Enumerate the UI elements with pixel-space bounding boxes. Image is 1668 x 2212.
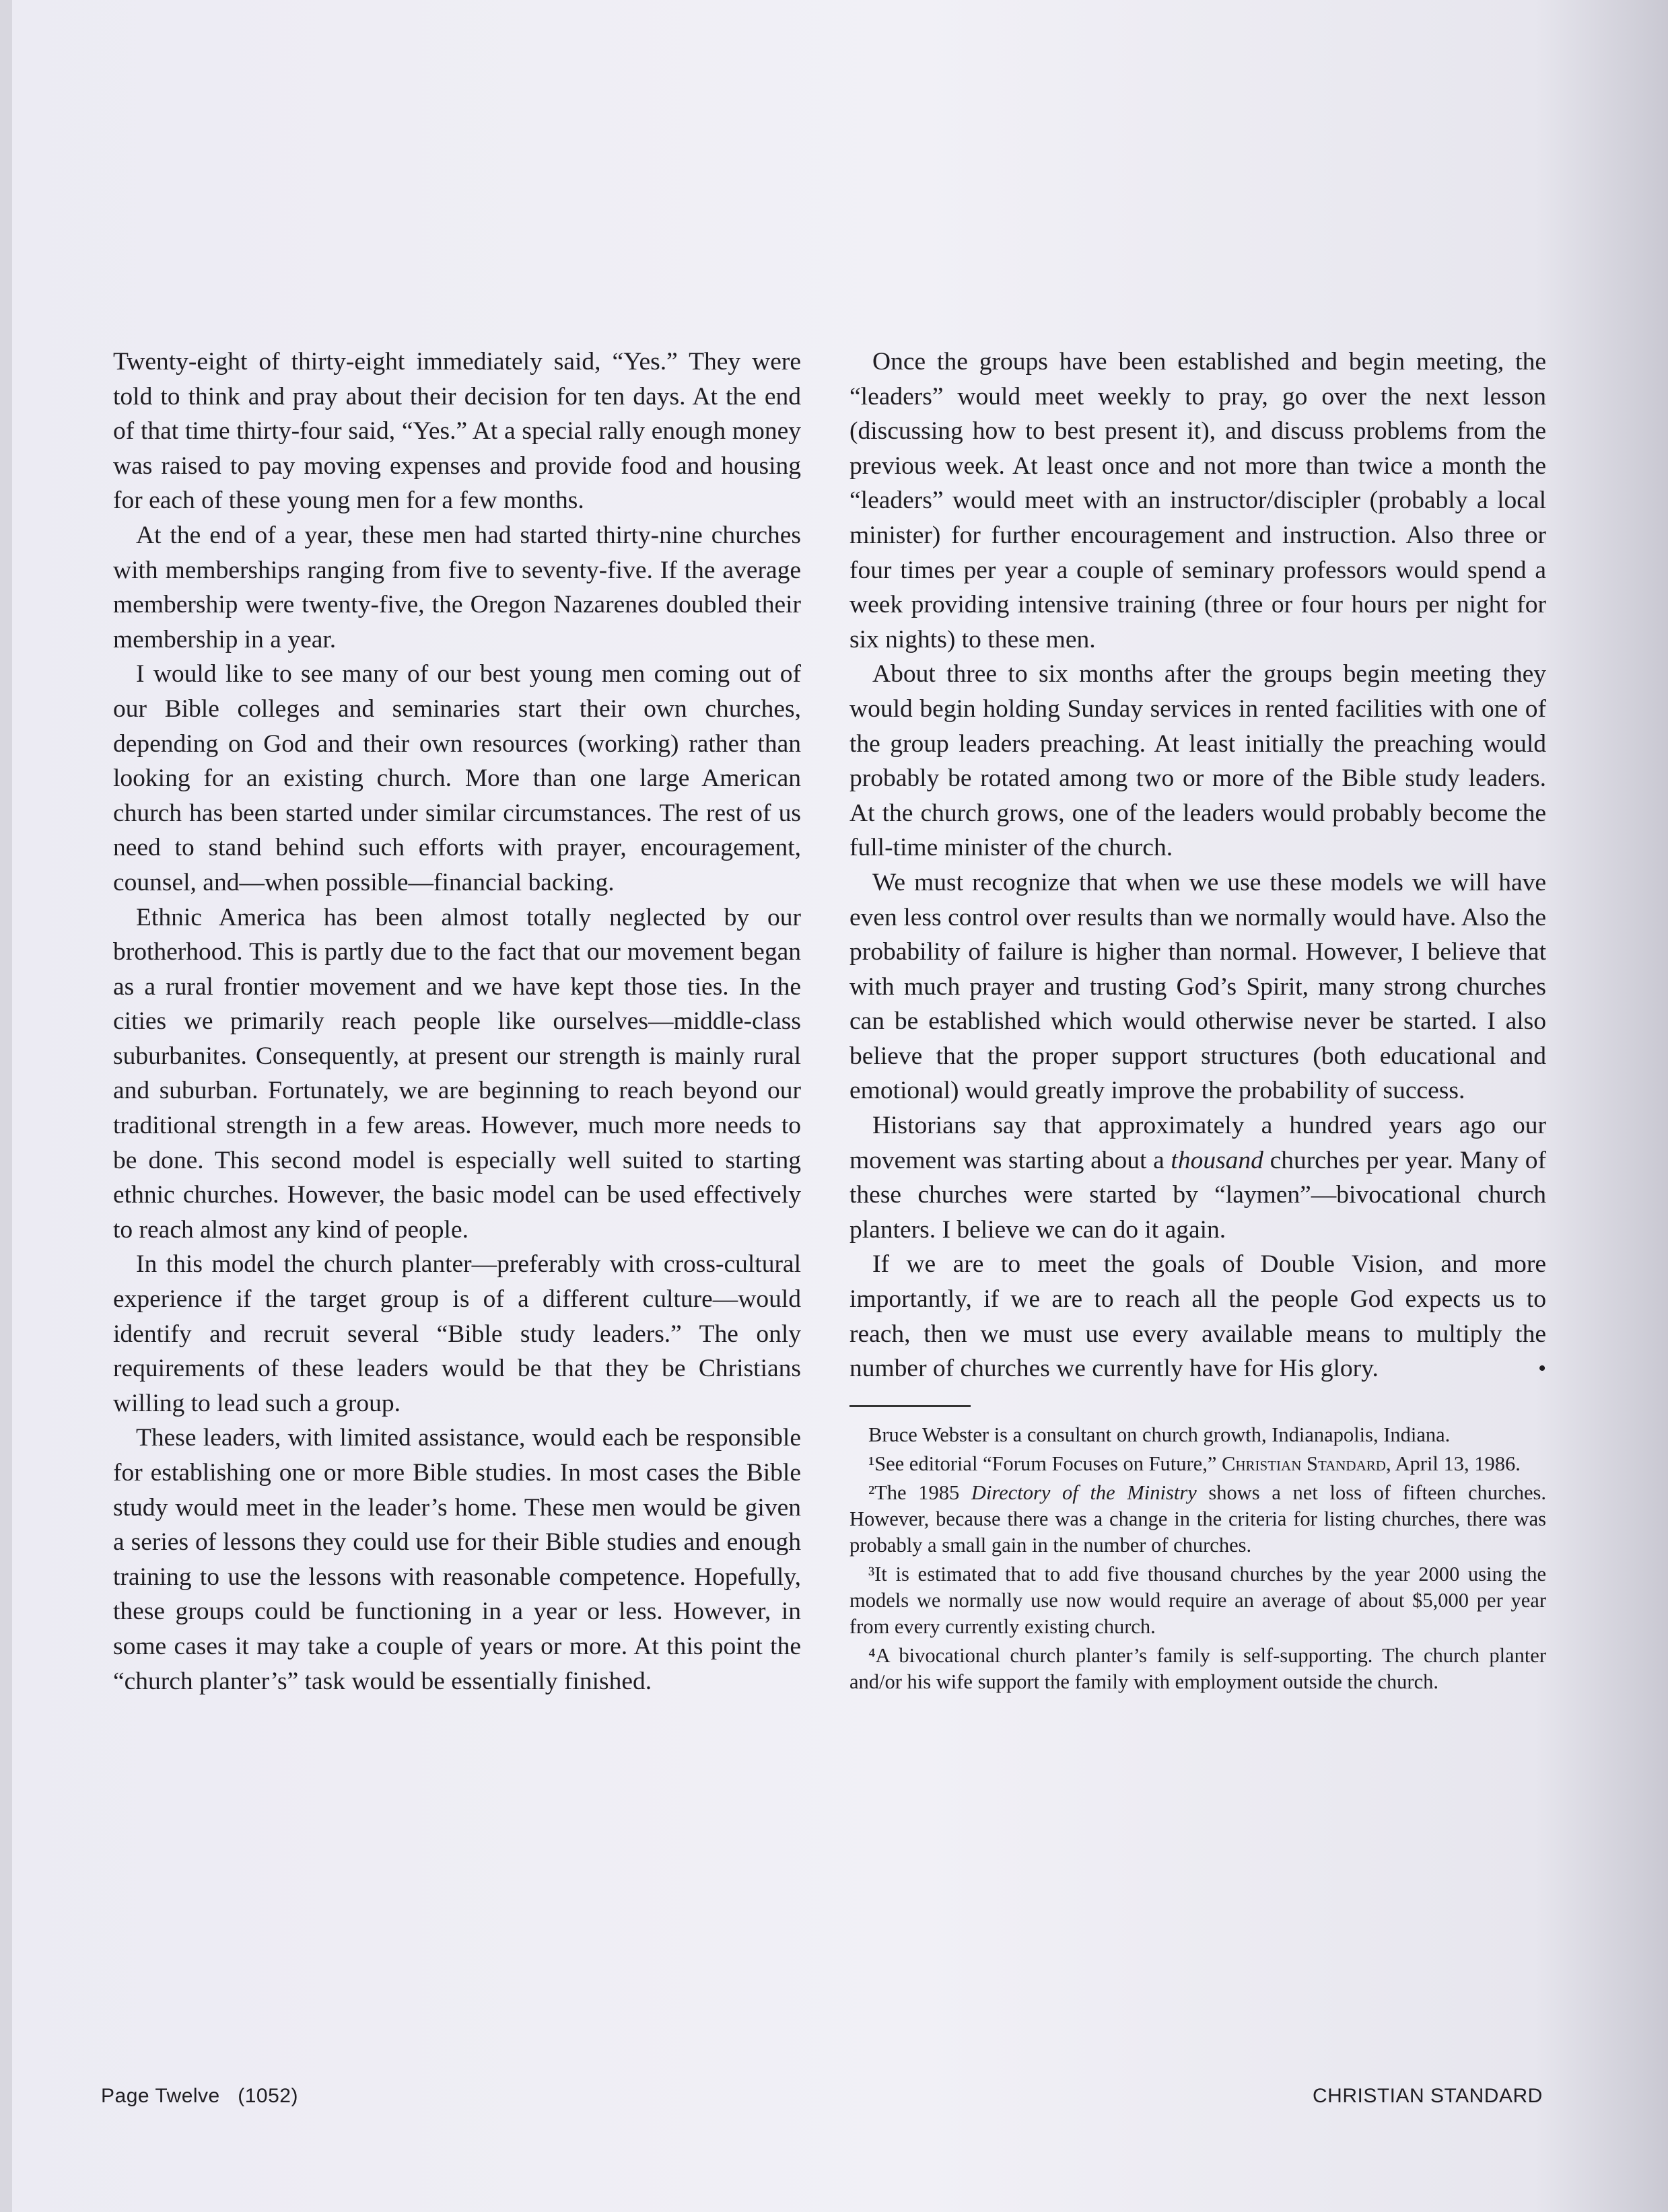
footnotes [849, 1422, 1546, 1695]
paragraph: I would like to see many of our best young men coming out of our Bible colleges and seminaries start their own churches, depending on God and their own resources (working) rather than looking for an existing church. More than one large American church has been started under similar circumstances. The rest of us need to stand behind such efforts with prayer, encouragement, counsel, and—when possible—financial backing. [113, 660, 801, 896]
left-column [113, 345, 801, 1699]
text-run: ²The 1985 [868, 1480, 971, 1504]
text-run: ¹See editorial “Forum Focuses on Future,” [868, 1452, 1222, 1475]
text-run: If we are to meet the goals of Double Vision, and more importantly, if we are to reach all the people God expects us to reach, then we must use every available means to multiply the number of churches we currently have for His glory. [849, 1250, 1546, 1383]
paragraph: In this model the church planter—preferably with cross-cultural experience if the target group is of a different culture—would identify and recruit several “Bible study leaders.” The only requirements of these leaders would be that they be Christians willing to lead such a group. [113, 1250, 801, 1417]
footnote-3: ³It is estimated that to add five thousand churches by the year 2000 using the models we normally use now would require an average of about $5,000 per year from every currently existing church. [849, 1562, 1546, 1638]
text-run: churches per year. Many of these churches were started by “laymen”—bivocational church planters. I believe we can do it again. [849, 1146, 1546, 1244]
footnote-2 [849, 1480, 1546, 1559]
end-bullet: • [1538, 1356, 1546, 1382]
footnote-rule [849, 1405, 971, 1407]
paragraph: Ethnic America has been almost totally neglected by our brotherhood. This is partly due to the fact that our movement began as a rural frontier movement and we have kept those ties. In the cities we primarily reach people like ourselves—middle-class suburbanites. Consequently, at present our strength is mainly rural and suburban. Fortunately, we are beginning to reach beyond our traditional strength in a few areas. However, much more needs to be done. This second model is especially well suited to starting ethnic churches. However, the basic model can be used effectively to reach almost any kind of people. [113, 903, 801, 1244]
paragraph: Once the groups have been established and begin meeting, the “leaders” would meet weekly to pray, go over the next lesson (discussing how to best present it), and discuss problems from the previous week. At least once and not more than twice a month the “leaders” would meet with an instructor/discipler (probably a local minister) for further encouragement and instruction. Also three or four times per year a couple of seminary professors would spend a week providing intensive training (three or four hours per night for six nights) to these men. [849, 348, 1546, 653]
paragraph: These leaders, with limited assistance, would each be responsible for establishing one or more Bible studies. In most cases the Bible study would meet in the leader’s home. These men would be given a series of lessons they could use for their Bible studies and enough training to use the lessons with reasonable competence. Hopefully, these groups could be functioning in a year or less. However, in some cases it may take a couple of years or more. At this point the “church planter’s” task would be essentially finished. [113, 1424, 801, 1695]
text-run: Historians say that approximately a hundred years ago our movement was starting about a [849, 1112, 1546, 1174]
paragraph [849, 1108, 1546, 1247]
paragraph: At the end of a year, these men had started thirty-nine churches with memberships ranging from five to seventy-five. If the average membership were twenty-five, the Oregon Nazarenes doubled their membership in a year. [113, 521, 801, 653]
author-bio: Bruce Webster is a consultant on church growth, Indianapolis, Indiana. [868, 1423, 1451, 1446]
footnote-1 [849, 1451, 1546, 1477]
paragraph: We must recognize that when we use these models we will have even less control over results than we normally would have. Also the probability of failure is higher than normal. However, I believe that with much prayer and trusting God’s Spirit, many strong churches can be established which would otherwise never be started. I also believe that the proper support structures (both educational and emotional) would greatly improve the probability of success. [849, 868, 1546, 1105]
publication-name: Christian Standard [1222, 1452, 1386, 1475]
right-column [849, 345, 1546, 1698]
page-edge [0, 0, 12, 2212]
paragraph: Twenty-eight of thirty-eight immediately said, “Yes.” They were told to think and pray about their decision for ten days. At the end of that time thirty-four said, “Yes.” At a special rally enough money was raised to pay moving expenses and provide food and housing for each of these young men for a few months. [113, 348, 801, 515]
text-run: shows a net loss of fifteen churches. However, because there was a change in the criteria for listing churches, there was probably a small gain in the number of churches. [849, 1480, 1546, 1557]
page-number: Page Twelve (1052) [101, 2085, 298, 2107]
italic-title: Directory of the Ministry [971, 1480, 1197, 1504]
publication-footer: CHRISTIAN STANDARD [1313, 2085, 1543, 2107]
footnote-4: ⁴A bivocational church planter’s family is self-supporting. The church planter and/or his wife support the family with employment outside the church. [849, 1643, 1546, 1693]
closing-paragraph [849, 1247, 1546, 1386]
italic-emphasis: thousand [1171, 1146, 1263, 1174]
text-run: , April 13, 1986. [1385, 1452, 1521, 1475]
paragraph: About three to six months after the groups begin meeting they would begin holding Sunday services in rented facilities with one of the group leaders preaching. At least initially the preaching would probably be rotated among two or more of the Bible study leaders. At the church grows, one of the leaders would probably become the full-time minister of the church. [849, 660, 1546, 862]
